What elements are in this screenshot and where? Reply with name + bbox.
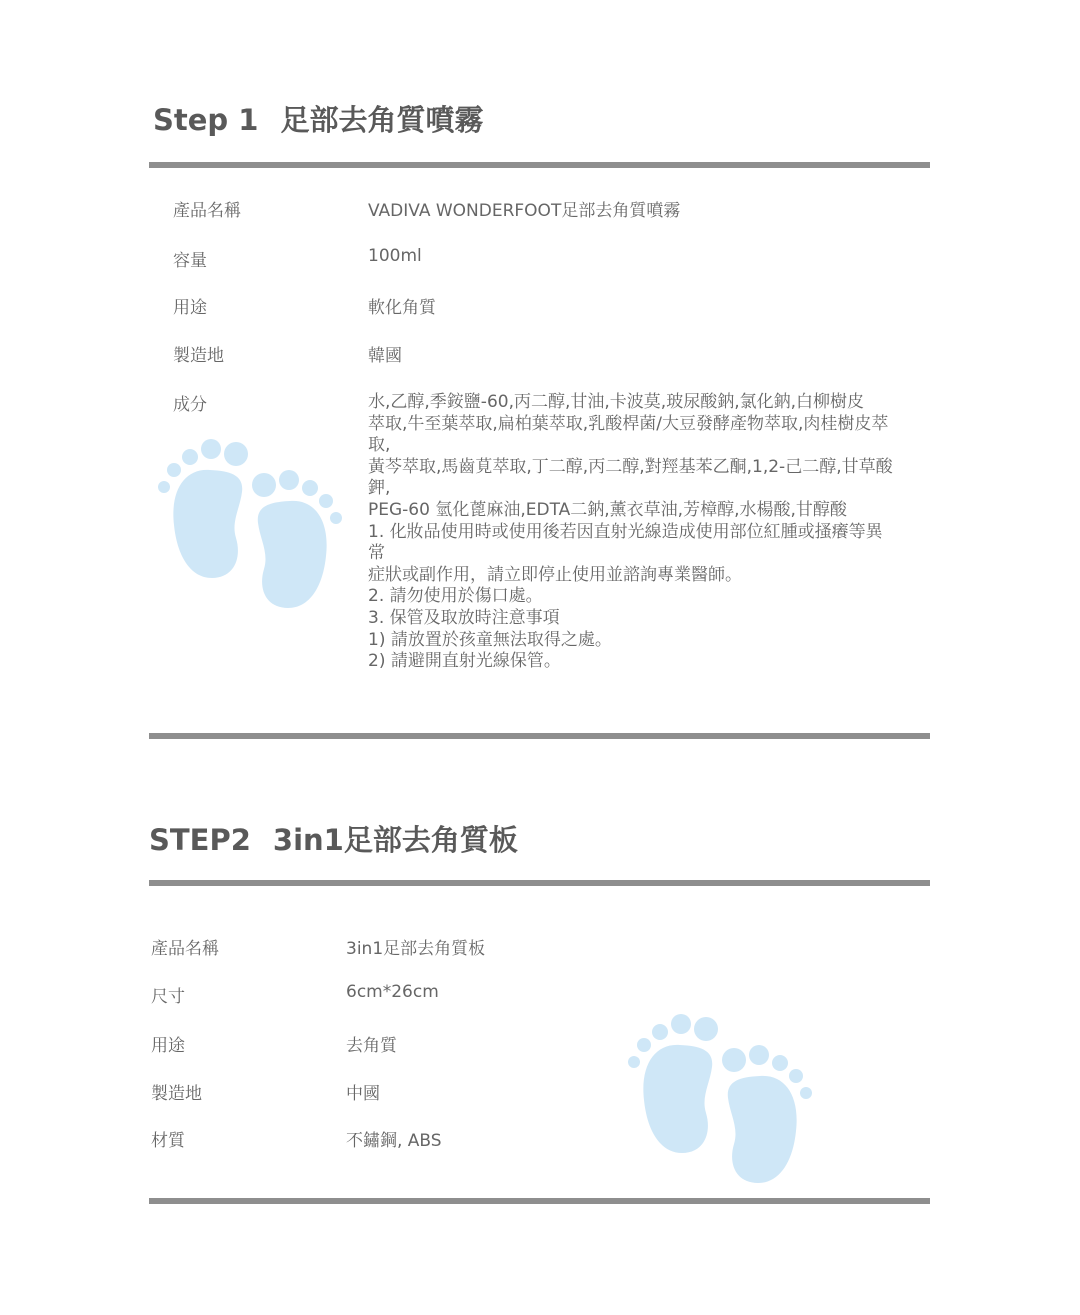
spec-value: 韓國 [368,346,402,366]
ingredients-line: 症狀或副作用，請立即停止使用並諮詢專業醫師。 [368,564,742,585]
ingredients-line: 1) 請放置於孩童無法取得之處。 [368,629,612,650]
ingredients-line: PEG-60 氫化蓖麻油,EDTA二鈉,薰衣草油,芳樟醇,水楊酸,甘醇酸 [368,499,847,520]
spec-value: 去角質 [346,1036,397,1056]
spec-value: 6cm*26cm [346,982,439,1002]
spec-label: 材質 [151,1131,185,1151]
step2-top-rule [149,880,930,886]
spec-label: 製造地 [173,346,224,366]
baby-footprints-icon [150,430,350,615]
spec-label: 用途 [151,1036,185,1056]
spec-value: 中國 [346,1084,380,1104]
ingredients-line: 1. 化妝品使用時或使用後若因直射光線造成使用部位紅腫或搔癢等異 [368,521,883,542]
ingredients-line: 常 [368,543,385,564]
step2-title [149,818,518,859]
baby-footprints-icon [620,1005,820,1190]
step1-title-step: Step 1 [153,103,259,137]
step1-title [153,98,483,139]
ingredients-line: 鉀, [368,478,391,499]
step1-title-name: 足部去角質噴霧 [280,103,484,137]
spec-value: 軟化角質 [368,298,436,318]
step1-ingredients-label: 成分 [173,395,207,415]
spec-label: 製造地 [151,1084,202,1104]
ingredients-line: 2. 請勿使用於傷口處。 [368,586,543,607]
spec-label: 容量 [173,251,207,271]
step1-bottom-rule [149,733,930,739]
spec-value: 3in1足部去角質板 [346,939,486,959]
ingredients-line: 水,乙醇,季銨鹽-60,丙二醇,甘油,卡波莫,玻尿酸鈉,氯化鈉,白柳樹皮 [368,392,864,412]
spec-label: 尺寸 [151,987,185,1007]
step1-ingredients-text [368,392,928,673]
spec-label: 產品名稱 [151,939,219,959]
step2-bottom-rule [149,1198,930,1204]
ingredients-line: 2) 請避開直射光線保管。 [368,651,561,672]
step1-top-rule [149,162,930,168]
step2-title-step: STEP2 [149,823,251,857]
step2-title-name: 3in1足部去角質板 [272,823,518,857]
spec-label: 用途 [173,298,207,318]
ingredients-line: 3. 保管及取放時注意事項 [368,607,560,628]
ingredients-line: 萃取,牛至葉萃取,扁柏葉萃取,乳酸桿菌/大豆發酵產物萃取,肉桂樹皮萃 [368,413,889,434]
ingredients-line: 取, [368,435,391,456]
spec-label: 產品名稱 [173,201,241,221]
spec-value: VADIVA WONDERFOOT足部去角質噴霧 [368,201,681,221]
ingredients-line: 黃芩萃取,馬齒莧萃取,丁二醇,丙二醇,對羥基苯乙酮,1,2-己二醇,甘草酸 [368,456,893,477]
spec-value: 100ml [368,246,422,266]
spec-value: 不鏽鋼, ABS [346,1131,442,1151]
